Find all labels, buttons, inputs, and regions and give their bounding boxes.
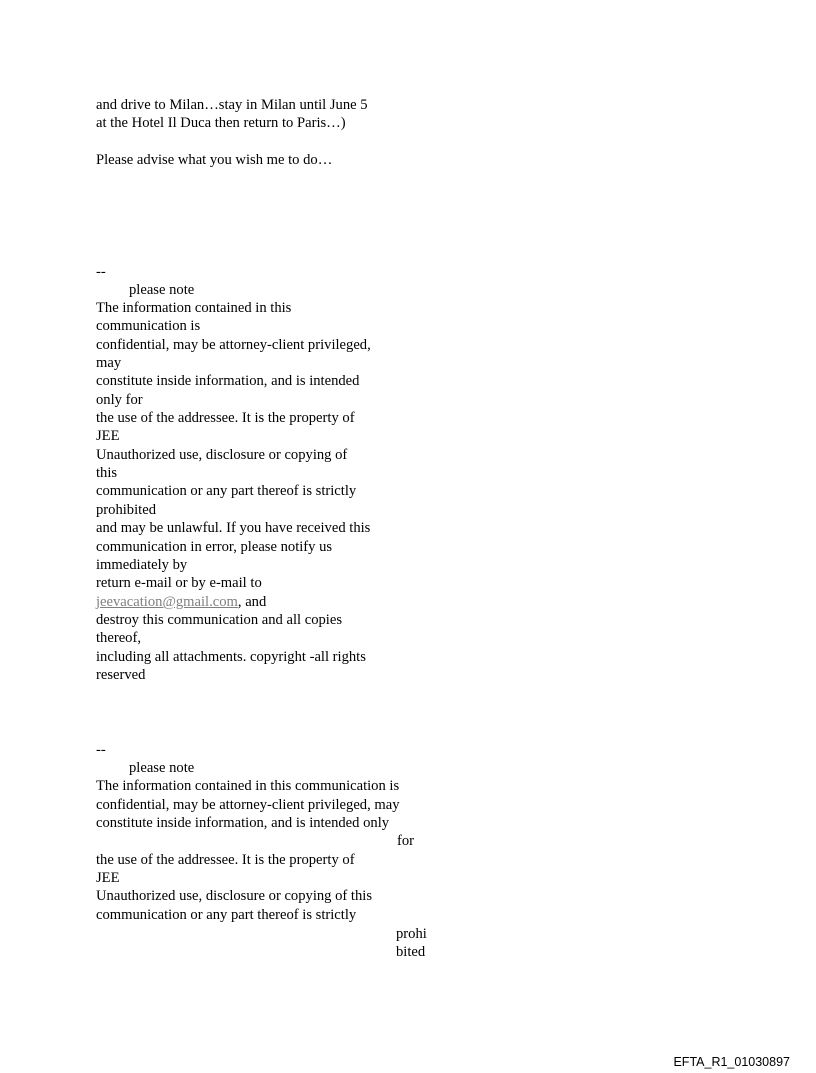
disclaimer-line: communication is xyxy=(96,318,201,334)
disclaimer-line: constitute inside information, and is intended xyxy=(96,373,360,389)
disclaimer-line: constitute inside information, and is intended only xyxy=(96,815,390,831)
disclaimer-line: reserved xyxy=(96,667,146,683)
document-id: EFTA_R1_01030897 xyxy=(673,1055,790,1069)
disclaimer-line: confidential, may be attorney-client privileged, xyxy=(96,337,371,353)
disclaimer-line: for xyxy=(397,833,415,849)
disclaimer-line: the use of the addressee. It is the property of xyxy=(96,410,355,426)
disclaimer-line: The information contained in this xyxy=(96,300,292,316)
disclaimer-line: including all attachments. copyright -all rights xyxy=(96,649,366,665)
disclaimer-line: prohi xyxy=(396,926,427,942)
disclaimer-line: immediately by xyxy=(96,557,188,573)
disclaimer-line: prohibited xyxy=(96,502,156,518)
disclaimer-line: JEE xyxy=(96,870,120,886)
disclaimer-line: communication or any part thereof is strictly xyxy=(96,483,357,499)
disclaimer-line: JEE xyxy=(96,428,120,444)
disclaimer-line: communication or any part thereof is strictly xyxy=(96,907,357,923)
email-link[interactable]: jeevacation@gmail.com xyxy=(96,594,238,610)
disclaimer-line: return e-mail or by e-mail to xyxy=(96,575,262,591)
body-line: and drive to Milan…stay in Milan until June 5 xyxy=(96,97,368,113)
signature-separator: -- xyxy=(96,742,106,758)
disclaimer-line: and may be unlawful. If you have received this xyxy=(96,520,371,536)
disclaimer-line: communication in error, please notify us xyxy=(96,539,333,555)
disclaimer-line xyxy=(96,593,266,611)
disclaimer-line: destroy this communication and all copies xyxy=(96,612,343,628)
disclaimer-line: bited xyxy=(396,944,426,960)
disclaimer-heading: please note xyxy=(129,760,195,776)
signature-separator: -- xyxy=(96,264,106,280)
disclaimer-line: only for xyxy=(96,392,143,408)
disclaimer-heading: please note xyxy=(129,282,195,298)
disclaimer-line: this xyxy=(96,465,118,481)
disclaimer-line: confidential, may be attorney-client privileged, may xyxy=(96,797,400,813)
disclaimer-line: the use of the addressee. It is the property of xyxy=(96,852,355,868)
disclaimer-line: Unauthorized use, disclosure or copying of xyxy=(96,447,348,463)
body-line: Please advise what you wish me to do… xyxy=(96,152,333,168)
disclaimer-line: may xyxy=(96,355,122,371)
disclaimer-line: Unauthorized use, disclosure or copying of this xyxy=(96,888,373,904)
disclaimer-line: The information contained in this communication is xyxy=(96,778,400,794)
email-link-suffix: , and xyxy=(237,594,267,610)
body-line: at the Hotel Il Duca then return to Paris…) xyxy=(96,115,346,131)
disclaimer-line: thereof, xyxy=(96,630,141,646)
